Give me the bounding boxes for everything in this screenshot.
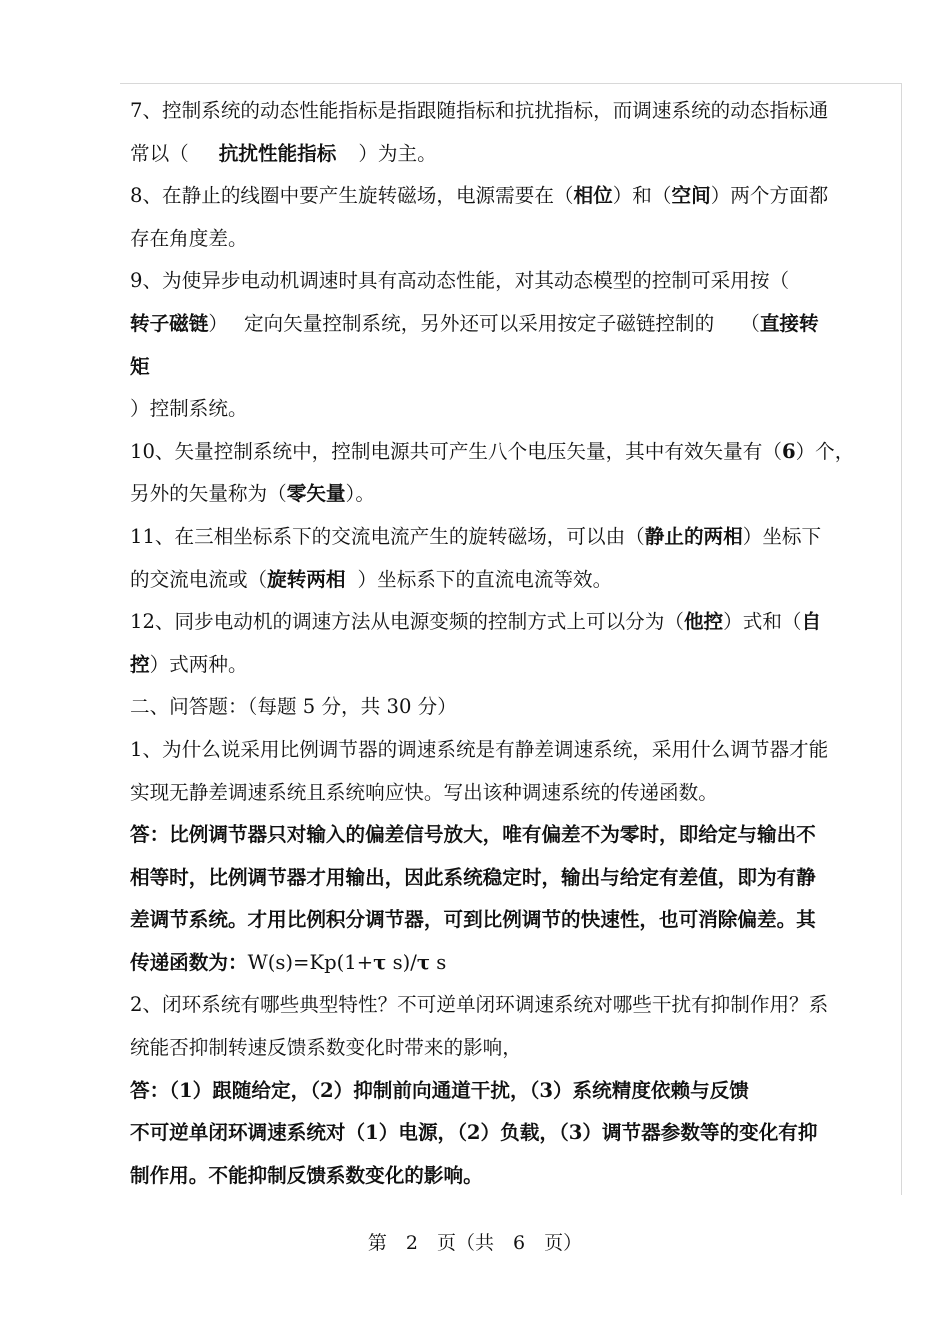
answer-text: 矩 — [130, 354, 150, 378]
text-segment: ）为主。 — [358, 141, 437, 165]
text-line — [130, 814, 902, 857]
text-line — [130, 601, 902, 644]
answer-text: 差调节系统。才用比例积分调节器，可到比例调节的快速性，也可消除偏差。其 — [130, 908, 816, 932]
text-segment: 另外的矢量称为（ — [130, 482, 287, 506]
text-line — [130, 473, 902, 516]
text-line — [130, 1027, 902, 1070]
text-segment: ）式和（ — [723, 610, 802, 634]
text-segment: 存在角度差。 — [130, 226, 248, 250]
text-segment: 12、同步电动机的调速方法从电源变频的控制方式上可以分为（ — [130, 610, 684, 634]
answer-text: 相等时，比例调节器才用输出，因此系统稳定时，输出与给定有差值，即为有静 — [130, 865, 816, 889]
text-line — [130, 559, 902, 602]
text-line — [130, 899, 902, 942]
text-segment: 11、在三相坐标系下的交流电流产生的旋转磁场，可以由（ — [130, 524, 645, 548]
text-segment: 统能否抑制转速反馈系数变化时带来的影响， — [130, 1036, 522, 1060]
text-segment: 的交流电流或（ — [130, 567, 268, 591]
text-segment: 8、在静止的线圈中要产生旋转磁场，电源需要在（ — [130, 184, 574, 208]
text-segment: 2、闭环系统有哪些典型特性？不可逆单闭环调速系统对哪些干扰有抑制作用？系 — [130, 993, 829, 1017]
page-frame-top — [120, 83, 902, 84]
text-segment: ）式两种。 — [149, 652, 248, 676]
document-body — [130, 90, 902, 1197]
answer-text: 自 — [801, 610, 822, 634]
text-segment: s — [430, 950, 447, 974]
text-segment: 1、为什么说采用比例调节器的调速系统是有静差调速系统，采用什么调节器才能 — [130, 737, 829, 761]
text-line — [130, 175, 902, 218]
answer-text: 答：（1）跟随给定，（2）抑制前向通道干扰，（3）系统精度依赖与反馈 — [130, 1078, 749, 1102]
text-line — [130, 218, 902, 261]
text-line — [130, 772, 902, 815]
answer-text: 制作用。不能抑制反馈系数变化的影响。 — [130, 1163, 483, 1187]
text-line — [130, 644, 902, 687]
text-segment: 10、矢量控制系统中，控制电源共可产生八个电压矢量，其中有效矢量有（ — [130, 439, 782, 463]
answer-text: 抗扰性能指标 — [218, 141, 337, 165]
answer-text: 6 — [781, 439, 796, 463]
text-segment: 常以（ — [130, 141, 189, 165]
text-line — [130, 1112, 902, 1155]
text-segment: W(s)=Kp(1+ — [247, 950, 374, 974]
answer-text: 直接转 — [759, 311, 819, 335]
text-segment: ）和（ — [612, 184, 672, 208]
answer-text: 他控 — [683, 610, 724, 634]
answer-text: 传递函数为： — [130, 950, 248, 974]
text-segment: ）控制系统。 — [130, 397, 248, 421]
text-line — [130, 516, 902, 559]
answer-text: 静止的两相 — [644, 524, 743, 548]
text-segment: 二、问答题：（每题 5 分，共 30 分） — [130, 695, 457, 719]
text-line — [130, 260, 902, 303]
text-line — [130, 1070, 902, 1113]
answer-text: 不可逆单闭环调速系统对（1）电源，（2）负载，（3）调节器参数等的变化有抑 — [130, 1121, 818, 1145]
answer-text: 相位 — [573, 184, 613, 208]
text-line — [130, 303, 902, 346]
answer-text: 答：比例调节器只对输入的偏差信号放大，唯有偏差不为零时，即给定与输出不 — [130, 823, 816, 847]
text-segment: s)/ — [386, 950, 417, 974]
text-line — [130, 90, 902, 133]
text-segment: ）坐标下 — [742, 524, 822, 548]
answer-text: 控 — [130, 652, 150, 676]
text-line — [130, 942, 902, 985]
text-line — [130, 686, 902, 729]
text-line — [130, 346, 902, 389]
text-segment: ）。 — [345, 482, 375, 506]
answer-text: 转子磁链 — [130, 311, 209, 335]
text-segment: ）坐标系下的直流电流等效。 — [357, 567, 613, 591]
answer-text: 旋转两相 — [267, 567, 346, 591]
text-line — [130, 729, 902, 772]
text-line — [130, 1155, 902, 1198]
text-segment: 7、控制系统的动态性能指标是指跟随指标和抗扰指标，而调速系统的动态指标通 — [130, 99, 829, 122]
text-segment: （ — [740, 311, 760, 335]
answer-text: τ — [416, 950, 431, 974]
answer-text: τ — [373, 950, 387, 974]
text-line — [130, 133, 902, 176]
text-segment: ）个， — [795, 439, 855, 463]
text-segment: ） — [208, 311, 228, 335]
text-segment: 实现无静差调速系统且系统响应快。写出该种调速系统的传递函数。 — [130, 780, 718, 804]
answer-text: 空间 — [671, 184, 711, 208]
text-segment: 定向矢量控制系统，另外还可以采用按定子磁链控制的 — [243, 311, 715, 335]
text-line — [130, 431, 902, 474]
text-line — [130, 984, 902, 1027]
answer-text: 零矢量 — [286, 482, 346, 506]
text-segment: ）两个方面都 — [710, 184, 829, 208]
text-segment: 9、为使异步电动机调速时具有高动态性能，对其动态模型的控制可采用按（ — [130, 269, 790, 293]
text-line — [130, 388, 902, 431]
page-footer: 第 2 页（共 6 页） — [367, 1232, 583, 1254]
text-line — [130, 857, 902, 900]
